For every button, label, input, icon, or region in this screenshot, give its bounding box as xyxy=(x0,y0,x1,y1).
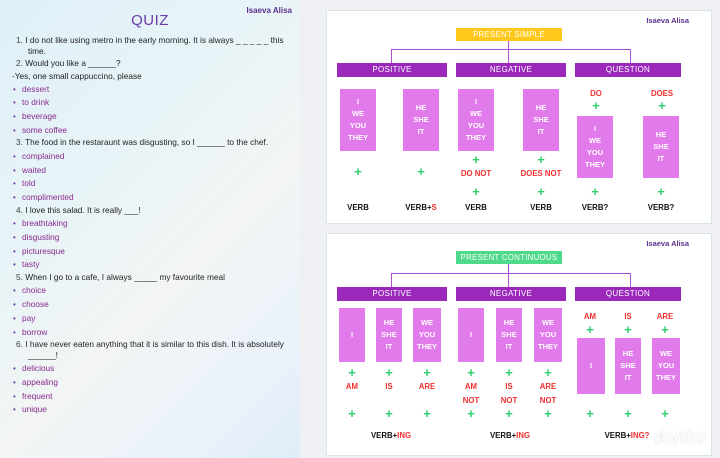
pronoun-text: WE YOU THEY xyxy=(537,318,558,351)
plus-icon: + xyxy=(385,365,393,380)
pronoun-text: I WE YOU THEY xyxy=(584,124,605,169)
aux-am: AM xyxy=(345,382,359,391)
connector-line xyxy=(630,49,631,63)
plus-icon: + xyxy=(586,406,594,421)
pronoun-box xyxy=(523,89,559,151)
question-number: 6. xyxy=(16,339,23,350)
pronoun-text: HE SHE IT xyxy=(381,318,397,351)
option[interactable]: • disgusting xyxy=(12,231,288,245)
quiz-title: QUIZ xyxy=(131,12,169,29)
aux-not: NOT xyxy=(462,396,480,405)
pronoun-text: HE SHE IT xyxy=(620,349,636,382)
plus-icon: + xyxy=(505,406,513,421)
aux-are: ARE xyxy=(656,312,674,321)
connector-line xyxy=(391,273,631,274)
option[interactable]: • told xyxy=(12,177,288,191)
verb-question-label: VERB? xyxy=(581,203,609,212)
plus-icon: + xyxy=(537,184,545,199)
option[interactable]: • choose xyxy=(12,298,288,312)
aux-are: ARE xyxy=(418,382,436,391)
plus-icon: + xyxy=(657,184,665,199)
pronoun-box xyxy=(376,308,402,362)
verb-ing-question-label xyxy=(599,431,655,441)
verb-label: VERB xyxy=(530,203,552,212)
option[interactable]: • tasty xyxy=(12,258,288,272)
connector-line xyxy=(391,49,392,63)
verb-suffix: ING? xyxy=(630,431,650,440)
pronoun-text: I xyxy=(350,330,354,339)
connector-line xyxy=(391,49,631,50)
verb-s-label xyxy=(393,203,449,213)
question-text: When I go to a cafe, I always _____ my favourite meal xyxy=(25,271,225,282)
question-1 xyxy=(12,35,288,56)
aux-do: DO xyxy=(590,89,602,98)
quiz-page xyxy=(0,0,300,458)
present-continuous-chart xyxy=(326,233,712,456)
connector-line xyxy=(391,273,392,287)
verb-base: VERB+ xyxy=(405,203,432,212)
pronoun-box xyxy=(458,308,484,362)
pronoun-text: I WE YOU THEY xyxy=(347,97,368,142)
pronoun-box xyxy=(403,89,439,151)
aux-does: DOES xyxy=(650,89,674,98)
pronoun-text: WE YOU THEY xyxy=(655,349,676,382)
question-number: 2. xyxy=(16,58,23,68)
plus-icon: + xyxy=(417,164,425,179)
pronoun-box xyxy=(413,308,441,362)
present-simple-chart xyxy=(326,10,712,224)
plus-icon: + xyxy=(348,406,356,421)
option[interactable]: • breathtaking xyxy=(12,217,288,231)
question-number: 4. xyxy=(16,204,23,215)
question-6 xyxy=(12,339,288,360)
question-header: QUESTION xyxy=(575,63,681,77)
connector-line xyxy=(508,273,509,287)
pronoun-text: I WE YOU THEY xyxy=(465,97,486,142)
pronoun-text: I xyxy=(589,361,593,370)
option[interactable]: • borrow xyxy=(12,326,288,340)
verb-base: VERB+ xyxy=(489,431,517,440)
plus-icon: + xyxy=(537,152,545,167)
verb-suffix: ING xyxy=(516,431,531,440)
verb-base: VERB+ xyxy=(370,431,398,440)
question-text: Would you like a ______? xyxy=(25,58,121,68)
option[interactable]: • unique xyxy=(12,403,288,417)
aux-is: IS xyxy=(505,382,513,391)
plus-icon: + xyxy=(658,98,666,113)
plus-icon: + xyxy=(624,406,632,421)
plus-icon: + xyxy=(348,365,356,380)
plus-icon: + xyxy=(592,98,600,113)
pronoun-text: I xyxy=(469,330,473,339)
plus-icon: + xyxy=(544,365,552,380)
aux-not: NOT xyxy=(539,396,557,405)
connector-line xyxy=(630,273,631,287)
aux-am: AM xyxy=(583,312,597,321)
option[interactable]: • picturesque xyxy=(12,245,288,259)
question-5 xyxy=(12,272,288,283)
quiz-author: Isaeva Alisa xyxy=(246,6,292,15)
positive-header: POSITIVE xyxy=(337,287,447,301)
verb-label: VERB xyxy=(465,203,487,212)
question-header: QUESTION xyxy=(575,287,681,301)
pronoun-box xyxy=(339,308,365,362)
aux-am: AM xyxy=(464,382,478,391)
pronoun-box xyxy=(577,116,613,178)
question-number: 5. xyxy=(16,271,23,282)
pronoun-box xyxy=(577,338,605,394)
question-4 xyxy=(12,205,288,216)
aux-is: IS xyxy=(624,312,632,321)
present-continuous-header: PRESENT CONTINUOUS xyxy=(456,251,562,264)
pronoun-text: HE SHE IT xyxy=(413,103,429,136)
aux-do-not: DO NOT xyxy=(460,169,492,178)
pronoun-box xyxy=(534,308,562,362)
option[interactable]: • waited xyxy=(12,164,288,178)
plus-icon: + xyxy=(661,322,669,337)
option[interactable]: • to drink xyxy=(12,96,288,110)
question-number: 3. xyxy=(16,137,23,148)
plus-icon: + xyxy=(505,365,513,380)
option[interactable]: • delicious xyxy=(12,362,288,376)
plus-icon: + xyxy=(624,322,632,337)
option[interactable]: • dessert xyxy=(12,83,288,97)
verb-base: VERB+ xyxy=(604,431,631,440)
plus-icon: + xyxy=(354,164,362,179)
question-text: I love this salad. It is really ___! xyxy=(25,204,141,215)
connector-line xyxy=(508,49,509,63)
plus-icon: + xyxy=(423,365,431,380)
plus-icon: + xyxy=(385,406,393,421)
plus-icon: + xyxy=(472,184,480,199)
plus-icon: + xyxy=(423,406,431,421)
plus-icon: + xyxy=(591,184,599,199)
question-3 xyxy=(12,137,288,148)
positive-header: POSITIVE xyxy=(337,63,447,77)
option[interactable]: • complimented xyxy=(12,191,288,205)
option[interactable]: • choice xyxy=(12,284,288,298)
chart-author: Isaeva Alisa xyxy=(646,239,689,248)
connector-line xyxy=(508,41,509,49)
connector-line xyxy=(508,264,509,273)
option[interactable]: • appealing xyxy=(12,376,288,390)
pronoun-text: WE YOU THEY xyxy=(416,318,437,351)
plus-icon: + xyxy=(467,406,475,421)
pronoun-text: HE SHE IT xyxy=(533,103,549,136)
plus-icon: + xyxy=(586,322,594,337)
question-text: The food in the restaraunt was disgusting, so I ______ to the chef. xyxy=(25,137,269,148)
option[interactable]: • pay xyxy=(12,312,288,326)
verb-suffix: S xyxy=(431,203,437,212)
option[interactable]: • some coffee xyxy=(12,124,288,138)
verb-ing-label xyxy=(363,431,419,441)
aux-not: NOT xyxy=(500,396,518,405)
pronoun-box xyxy=(615,338,641,394)
negative-header: NEGATIVE xyxy=(456,287,566,301)
question-2 xyxy=(12,58,288,69)
plus-icon: + xyxy=(544,406,552,421)
aux-is: IS xyxy=(385,382,393,391)
aux-does-not: DOES NOT xyxy=(520,169,562,178)
plus-icon: + xyxy=(467,365,475,380)
present-simple-header: PRESENT SIMPLE xyxy=(456,28,562,41)
question-2-extra: -Yes, one small cappuccino, please xyxy=(12,70,142,81)
option[interactable]: • complained xyxy=(12,150,288,164)
negative-header: NEGATIVE xyxy=(456,63,566,77)
verb-ing-label xyxy=(482,431,538,441)
plus-icon: + xyxy=(661,406,669,421)
avito-watermark: Avito xyxy=(654,427,706,449)
option[interactable]: • beverage xyxy=(12,110,288,124)
aux-are: ARE xyxy=(539,382,557,391)
chart-author: Isaeva Alisa xyxy=(646,16,689,25)
verb-question-label: VERB? xyxy=(647,203,675,212)
question-text: I do not like using metro in the early morning. It is always _ _ _ _ _ this time. xyxy=(25,35,284,56)
pronoun-box xyxy=(496,308,522,362)
pronoun-box xyxy=(652,338,680,394)
question-number: 1. xyxy=(16,35,23,45)
verb-suffix: ING xyxy=(397,431,412,440)
pronoun-box xyxy=(458,89,494,151)
plus-icon: + xyxy=(472,152,480,167)
pronoun-box xyxy=(340,89,376,151)
question-text: I have never eaten anything that it is similar to this dish. It is absolutely ______! xyxy=(25,339,284,360)
verb-label: VERB xyxy=(347,203,369,212)
pronoun-text: HE SHE IT xyxy=(653,130,669,163)
pronoun-box xyxy=(643,116,679,178)
option[interactable]: • frequent xyxy=(12,390,288,404)
pronoun-text: HE SHE IT xyxy=(501,318,517,351)
